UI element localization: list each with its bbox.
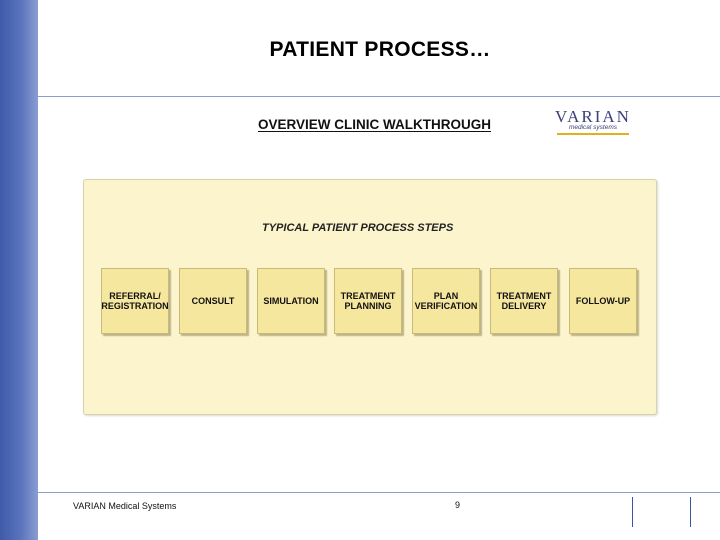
step-follow-up: FOLLOW-UP [569, 268, 637, 334]
varian-logo [553, 107, 633, 135]
page-number: 9 [455, 500, 461, 510]
logo-subtitle: medical systems [568, 124, 618, 131]
step-referral-registration: REFERRAL/ REGISTRATION [101, 268, 169, 334]
step-simulation: SIMULATION [257, 268, 325, 334]
footer-company: VARIAN Medical Systems [73, 501, 177, 511]
step-treatment-planning: TREATMENT PLANNING [334, 268, 402, 334]
step-plan-verification: PLAN VERIFICATION [412, 268, 480, 334]
left-accent-bar [0, 0, 38, 540]
footer-divider-line [690, 497, 691, 527]
bottom-divider [38, 492, 720, 493]
overview-heading: OVERVIEW CLINIC WALKTHROUGH [258, 117, 492, 132]
step-treatment-delivery: TREATMENT DELIVERY [490, 268, 558, 334]
logo-wordmark: VARIAN [555, 107, 631, 126]
step-consult: CONSULT [179, 268, 247, 334]
logo-underline [557, 133, 629, 135]
slide-title: PATIENT PROCESS… [269, 38, 491, 61]
top-divider [38, 96, 720, 97]
footer-divider-line [632, 497, 633, 527]
panel-heading: TYPICAL PATIENT PROCESS STEPS [262, 222, 454, 234]
